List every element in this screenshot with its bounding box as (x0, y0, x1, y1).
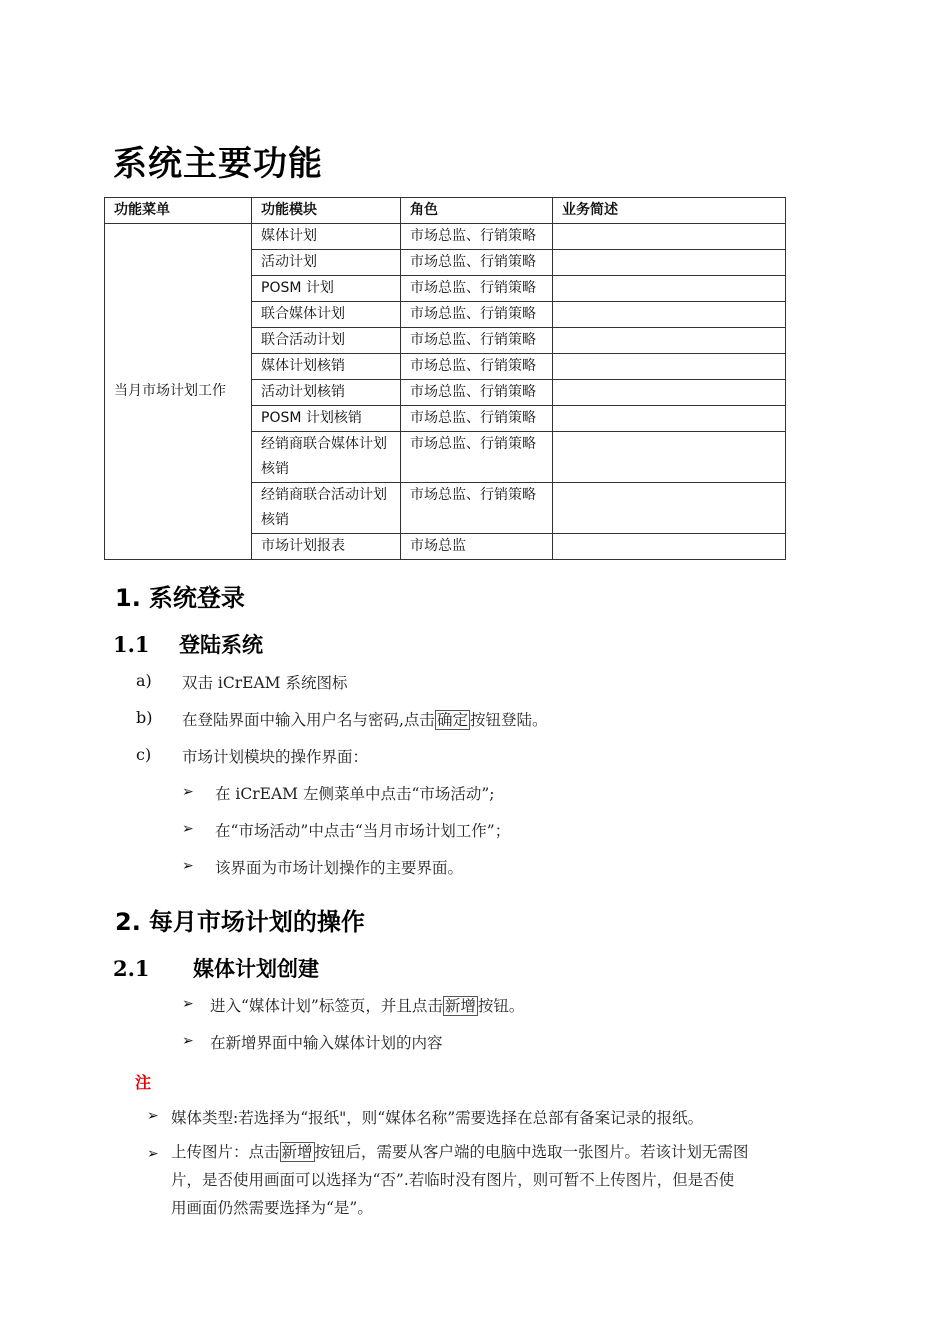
description-cell (553, 354, 786, 380)
list-item-text: 在登陆界面中输入用户名与密码,点击 (182, 711, 435, 729)
role-cell: 市场总监、行销策略 (401, 432, 553, 483)
list-label: b) (136, 708, 153, 727)
description-cell (553, 534, 786, 560)
arrow-bullet-icon: ➢ (182, 858, 194, 874)
note-line: 用画面仍然需要选择为“是”。 (171, 1199, 373, 1217)
description-cell (553, 380, 786, 406)
function-table (104, 197, 786, 560)
list-item: 双击 iCrEAM 系统图标 (182, 674, 348, 692)
subsection-number: 2.1 (113, 956, 150, 981)
description-cell (553, 328, 786, 354)
header-description: 业务简述 (553, 198, 786, 224)
arrow-bullet-icon: ➢ (147, 1108, 159, 1124)
role-cell: 市场总监、行销策略 (401, 354, 553, 380)
bullet-item: 在 iCrEAM 左侧菜单中点击“市场活动”; (215, 785, 495, 803)
role-cell: 市场总监、行销策略 (401, 380, 553, 406)
table-header-row (105, 198, 786, 224)
section-title: 系统登录 (148, 584, 245, 612)
menu-cell: 当月市场计划工作 (105, 224, 252, 560)
role-cell: 市场总监、行销策略 (401, 250, 553, 276)
description-cell (553, 276, 786, 302)
section-heading-2 (115, 902, 365, 937)
arrow-bullet-icon: ➢ (182, 996, 194, 1012)
section-title: 每月市场计划的操作 (148, 908, 365, 936)
module-cell: 活动计划 (252, 250, 401, 276)
subsection-heading-1-1 (113, 629, 263, 659)
list-item: 市场计划模块的操作界面： (182, 748, 369, 766)
module-cell: 活动计划核销 (252, 380, 401, 406)
module-cell: 市场计划报表 (252, 534, 401, 560)
role-cell: 市场总监、行销策略 (401, 406, 553, 432)
subsection-number: 1.1 (113, 632, 150, 657)
arrow-bullet-icon: ➢ (182, 1033, 194, 1049)
header-role: 角色 (401, 198, 553, 224)
module-cell: 经销商联合媒体计划核销 (252, 432, 401, 483)
bullet-text: 进入“媒体计划”标签页，并且点击 (210, 997, 443, 1015)
arrow-bullet-icon: ➢ (147, 1146, 159, 1162)
add-button-reference: 新增 (444, 997, 476, 1015)
confirm-button-reference: 确定 (436, 711, 468, 729)
module-cell: POSM 计划 (252, 276, 401, 302)
header-module: 功能模块 (252, 198, 401, 224)
note-item: 媒体类型:若选择为“报纸"，则“媒体名称”需要选择在总部有备案记录的报纸。 (171, 1109, 704, 1127)
module-cell: 媒体计划核销 (252, 354, 401, 380)
role-cell: 市场总监 (401, 534, 553, 560)
list-item (182, 708, 547, 730)
note-line: 片，是否使用画面可以选择为“否”.若临时没有图片，则可暂不上传图片，但是否使 (171, 1171, 735, 1189)
role-cell: 市场总监、行销策略 (401, 483, 553, 534)
module-cell: 经销商联合活动计划核销 (252, 483, 401, 534)
module-cell: POSM 计划核销 (252, 406, 401, 432)
section-number: 1. (115, 584, 141, 612)
note-label: 注 (135, 1073, 152, 1092)
header-menu: 功能菜单 (105, 198, 252, 224)
bullet-item: 在新增界面中输入媒体计划的内容 (210, 1034, 443, 1052)
table-row (105, 224, 786, 250)
section-heading-1 (115, 578, 245, 613)
role-cell: 市场总监、行销策略 (401, 224, 553, 250)
description-cell (553, 302, 786, 328)
bullet-item: 该界面为市场计划操作的主要界面。 (215, 859, 464, 877)
note-line: 上传图片：点击 新增 按钮后，需要从客户端的电脑中选取一张图片。若该计划无需图 (171, 1143, 749, 1161)
subsection-heading-2-1 (113, 953, 319, 983)
section-number: 2. (115, 908, 141, 936)
description-cell (553, 224, 786, 250)
add-button-reference: 新增 (281, 1143, 313, 1161)
module-cell: 联合媒体计划 (252, 302, 401, 328)
bullet-item (210, 994, 524, 1016)
role-cell: 市场总监、行销策略 (401, 328, 553, 354)
description-cell (553, 406, 786, 432)
list-label: c) (136, 745, 152, 764)
arrow-bullet-icon: ➢ (182, 821, 194, 837)
subsection-title: 登陆系统 (179, 633, 263, 657)
bullet-text: 按钮。 (477, 997, 525, 1015)
list-label: a) (136, 671, 152, 690)
role-cell: 市场总监、行销策略 (401, 276, 553, 302)
description-cell (553, 483, 786, 534)
role-cell: 市场总监、行销策略 (401, 302, 553, 328)
module-cell: 媒体计划 (252, 224, 401, 250)
description-cell (553, 432, 786, 483)
subsection-title: 媒体计划创建 (193, 957, 319, 981)
list-item-text: 按钮登陆。 (469, 711, 548, 729)
description-cell (553, 250, 786, 276)
arrow-bullet-icon: ➢ (182, 784, 194, 800)
bullet-item: 在“市场活动”中点击“当月市场计划工作”； (215, 822, 511, 840)
page-title: 系统主要功能 (113, 144, 323, 184)
module-cell: 联合活动计划 (252, 328, 401, 354)
note-item (171, 1138, 811, 1222)
